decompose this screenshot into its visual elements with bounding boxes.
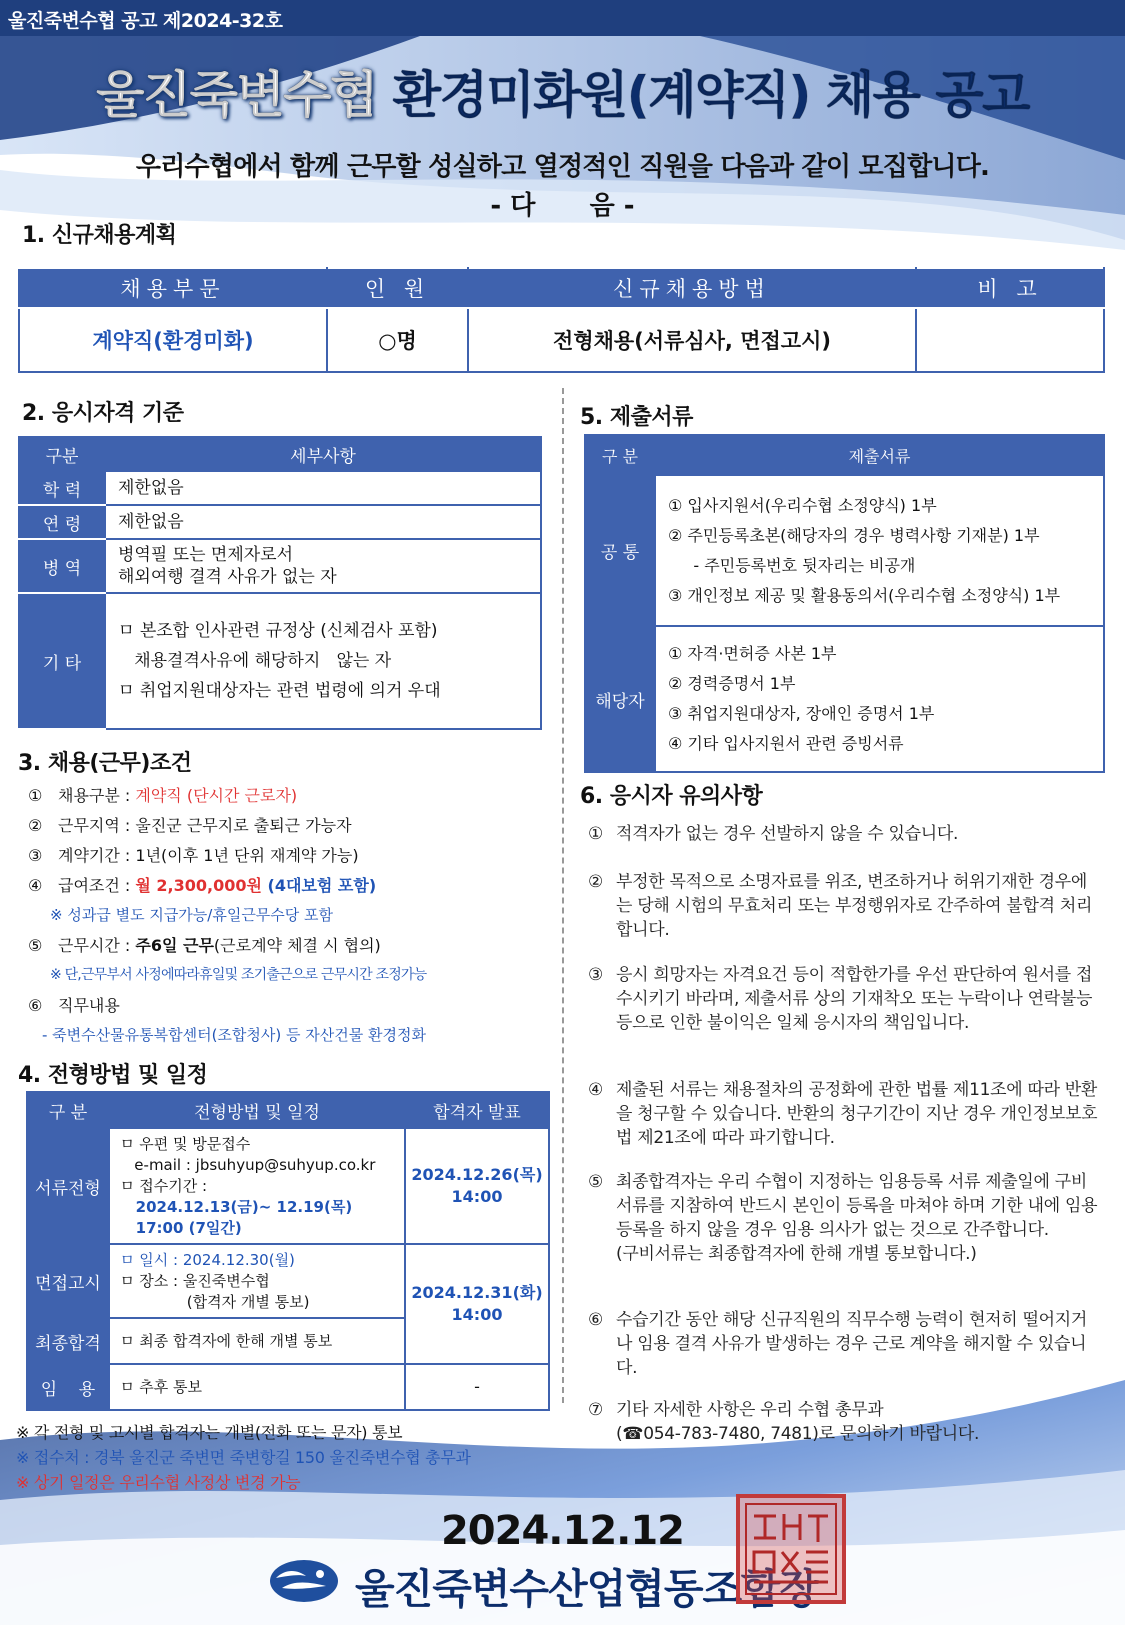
notice-text: 수습기간 동안 해당 신규직원의 직무수행 능력이 현저히 떨어지거나 임용 결격 사유가 발생하는 경우 근로 계약을 해지할 수 있습니다. — [616, 1310, 1088, 1378]
work-hours-extra: (근로계약 체결 시 협의) — [213, 936, 381, 955]
condition-value: 계약직 (단시간 근로자) — [135, 786, 298, 805]
doc-line: ④ 기타 입사지원서 관련 증빙서류 — [668, 734, 904, 753]
qual-label-other: 기 타 — [19, 593, 105, 729]
sched-period: 2024.12.13(금)~ 12.19(목) — [120, 1197, 353, 1216]
title-org: 울진죽변수협 — [96, 66, 377, 124]
condition-num: ⑥ — [28, 996, 43, 1015]
col-header-remark: 비 고 — [916, 268, 1104, 308]
condition-note: - 죽변수산물유통복합센터(조합청사) 등 자산건물 환경정화 — [42, 1026, 426, 1044]
qual-other-line: ㅁ 취업지원대상자는 관련 법령에 의거 우대 — [118, 681, 441, 701]
documents-table — [584, 434, 1105, 773]
section6-title: 6. 응시자 유의사항 — [580, 784, 763, 809]
doc-header-docs: 제출서류 — [655, 435, 1104, 475]
notice-text: 적격자가 없는 경우 선발하지 않을 수 있습니다. — [616, 824, 959, 844]
appoint-result: - — [405, 1364, 549, 1410]
section3-title: 3. 채용(근무)조건 — [18, 751, 192, 776]
condition-item — [28, 931, 381, 960]
salary-extra: (4대보험 포함) — [261, 876, 377, 895]
sched-line: ㅁ 장소 : 울진죽변수협 — [120, 1271, 270, 1290]
schedule-notes — [16, 1420, 471, 1495]
condition-num: ④ — [28, 876, 43, 895]
sched-header-method: 전형방법 및 일정 — [109, 1092, 405, 1128]
condition-item — [28, 781, 297, 810]
notice-num: ⑦ — [588, 1400, 603, 1420]
plan-method: 전형채용(서류심사, 면접고시) — [468, 308, 916, 372]
condition-label: 급여조건 : — [58, 876, 136, 895]
condition-note: ※ 성과급 별도 지급가능/휴일근무수당 포함 — [50, 906, 334, 924]
qual-military-line: 병역필 또는 면제자로서 — [118, 545, 294, 565]
notice-text: 부정한 목적으로 소명자료를 위조, 변조하거나 허위기재한 경우에는 당해 시험의 무효처리 또는 부정행위자로 간주하여 불합격 처리 합니다. — [616, 872, 1093, 940]
sched-label-interview: 면접고시 — [27, 1244, 109, 1318]
doc-line: ③ 취업지원대상자, 장애인 증명서 1부 — [668, 704, 935, 723]
page-title — [0, 60, 1125, 130]
sched-line: (합격자 개별 통보) — [120, 1292, 310, 1311]
col-header-method: 신규채용방법 — [468, 268, 916, 308]
schedule-note: ※ 각 전형 및 고시별 합격자는 개별(전화 또는 문자) 통보 — [16, 1423, 403, 1442]
notice-number: 울진죽변수협 공고 제2024-32호 — [8, 10, 283, 32]
notice-num: ⑥ — [588, 1310, 603, 1330]
section4-title: 4. 전형방법 및 일정 — [18, 1063, 208, 1088]
interview-date: ㅁ 일시 : 2024.12.30(월) — [120, 1250, 295, 1269]
qual-value-military — [105, 539, 541, 593]
qual-header-category: 구분 — [19, 437, 105, 471]
sched-label-appoint: 임 용 — [27, 1364, 109, 1410]
doc-label-common: 공 통 — [585, 475, 655, 626]
sched-label-final: 최종합격 — [27, 1318, 109, 1364]
notice-text: 제출된 서류는 채용절차의 공정화에 관한 법률 제11조에 따라 반환을 청구할 수 있습니다. 반환의 청구기간이 지난 경우 개인정보보호법 제21조에 따라 파기합니다. — [616, 1080, 1098, 1148]
sched-header-result: 합격자 발표 — [405, 1092, 549, 1128]
notice-text: 기타 자세한 사항은 우리 수협 총무과 (☎054-783-7480, 7481)로 문의하기 바랍니다. — [616, 1400, 980, 1444]
condition-label: 근무시간 : — [58, 936, 136, 955]
sched-label-document: 서류전형 — [27, 1128, 109, 1244]
plan-dept: 계약직(환경미화) — [19, 308, 327, 372]
salary-value: 월 2,300,000원 — [135, 876, 262, 895]
condition-item — [28, 991, 120, 1020]
condition-num: ② — [28, 816, 43, 835]
section5-title: 5. 제출서류 — [580, 405, 693, 430]
qual-label-age: 연 령 — [19, 505, 105, 539]
notice-num: ② — [588, 872, 603, 892]
doc-line: ② 주민등록초본(해당자의 경우 병력사항 기재분) 1부 — [668, 525, 1040, 545]
document-result-date: 2024.12.26(목) 14:00 — [405, 1128, 549, 1244]
doc-applicable-list — [655, 626, 1104, 772]
notice-num: ④ — [588, 1080, 603, 1100]
qual-value-other — [105, 593, 541, 729]
sched-final-detail: ㅁ 최종 합격자에 한해 개별 통보 — [109, 1318, 405, 1364]
sched-period-time: 17:00 (7일간) — [120, 1218, 242, 1237]
section1-title: 1. 신규채용계획 — [22, 223, 177, 248]
notice-num: ① — [588, 824, 603, 844]
organization-name: 울진죽변수산업협동조합장 — [355, 1565, 819, 1613]
condition-item — [28, 811, 352, 840]
hiring-plan-table — [18, 267, 1105, 373]
sched-line: ㅁ 접수기간 : — [120, 1176, 208, 1195]
schedule-table — [26, 1091, 550, 1411]
condition-item — [28, 841, 359, 870]
suhyup-logo-icon — [268, 1558, 340, 1604]
sched-line: ㅁ 우편 및 방문접수 — [120, 1134, 251, 1153]
schedule-note: ※ 상기 일정은 우리수협 사정상 변경 가능 — [16, 1473, 301, 1492]
daeum-heading: - 다 음 - — [490, 191, 635, 221]
sched-document-detail — [109, 1128, 405, 1244]
condition-num: ③ — [28, 846, 43, 865]
notice-number-bar — [0, 0, 1125, 36]
qualification-table — [18, 436, 542, 730]
qual-label-education: 학 력 — [19, 471, 105, 505]
work-hours-value: 주6일 근무 — [135, 936, 214, 955]
qual-header-detail: 세부사항 — [105, 437, 541, 471]
qual-other-line: ㅁ 본조합 인사관련 규정상 (신체검사 포함) — [118, 621, 438, 641]
condition-note: ※ 단,근무부서 사정에따라휴일및 조기출근으로 근무시간 조정가능 — [50, 967, 427, 983]
condition-item — [28, 871, 376, 900]
qual-other-line: 채용결격사유에 해당하지 않는 자 — [118, 651, 392, 671]
notice-text: 최종합격자는 우리 수협이 지정하는 임용등록 서류 제출일에 구비서류를 지참하여 반드시 본인이 등록을 마쳐야 하며 기한 내에 임용등록을 하지 않을 경우 임용 의사가 없는 것으로 간주합니다. (구비서류는 최종합격자에 한해 개별 통보합니다.) — [616, 1172, 1098, 1264]
condition-label: 근무지역 : 울진군 근무지로 출퇴근 가능자 — [58, 816, 352, 835]
notice-num: ⑤ — [588, 1172, 603, 1192]
doc-line: ② 경력증명서 1부 — [668, 674, 796, 693]
col-header-dept: 채용부문 — [19, 268, 327, 308]
announcement-date: 2024.12.12 — [440, 1508, 685, 1554]
column-divider — [562, 388, 564, 1403]
email-text: e-mail : jbsuhyup@suhyup.co.kr — [120, 1155, 376, 1174]
interview-result-date: 2024.12.31(화) 14:00 — [405, 1244, 549, 1364]
plan-count: ○명 — [327, 308, 468, 372]
qual-value-age: 제한없음 — [105, 505, 541, 539]
qual-value-education: 제한없음 — [105, 471, 541, 505]
doc-common-list — [655, 475, 1104, 626]
doc-line: ③ 개인정보 제공 및 활용동의서(우리수협 소정양식) 1부 — [668, 585, 1061, 605]
doc-line: ① 자격·면허증 사본 1부 — [668, 644, 837, 663]
notice-text: 응시 희망자는 자격요건 등이 적합한가를 우선 판단하여 원서를 접수시키기 바라며, 제출서류 상의 기재착오 또는 누락이나 연락불능 등으로 인한 불이익은 일체 응시자의 책임입니다. — [616, 965, 1093, 1033]
doc-label-applicable: 해당자 — [585, 626, 655, 772]
doc-line: - 주민등록번호 뒷자리는 비공개 — [668, 555, 916, 575]
notice-num: ③ — [588, 965, 603, 985]
doc-line: ① 입사지원서(우리수협 소정양식) 1부 — [668, 495, 937, 515]
sched-header-category: 구 분 — [27, 1092, 109, 1128]
qual-military-line: 해외여행 결격 사유가 없는 자 — [118, 567, 337, 587]
doc-header-category: 구 분 — [585, 435, 655, 475]
condition-label: 채용구분 : — [58, 786, 136, 805]
qual-label-military: 병 역 — [19, 539, 105, 593]
sched-interview-detail — [109, 1244, 405, 1318]
condition-label: 계약기간 : 1년(이후 1년 단위 재계약 가능) — [58, 846, 359, 865]
condition-label: 직무내용 — [58, 996, 120, 1015]
condition-num: ① — [28, 786, 43, 805]
col-header-count: 인 원 — [327, 268, 468, 308]
condition-num: ⑤ — [28, 936, 43, 955]
plan-remark — [916, 308, 1104, 372]
seal-pattern — [740, 1498, 842, 1600]
official-seal — [736, 1494, 846, 1604]
sched-email — [120, 1155, 394, 1176]
subtitle: 우리수협에서 함께 근무할 성실하고 열정적인 직원을 다음과 같이 모집합니다. — [135, 152, 990, 182]
schedule-note: ※ 접수처 : 경북 울진군 죽변면 죽변항길 150 울진죽변수협 총무과 — [16, 1448, 471, 1467]
sched-appoint-detail: ㅁ 추후 통보 — [109, 1364, 405, 1410]
section2-title: 2. 응시자격 기준 — [22, 401, 184, 426]
title-main: 환경미화원(계약직) 채용 공고 — [392, 66, 1029, 124]
